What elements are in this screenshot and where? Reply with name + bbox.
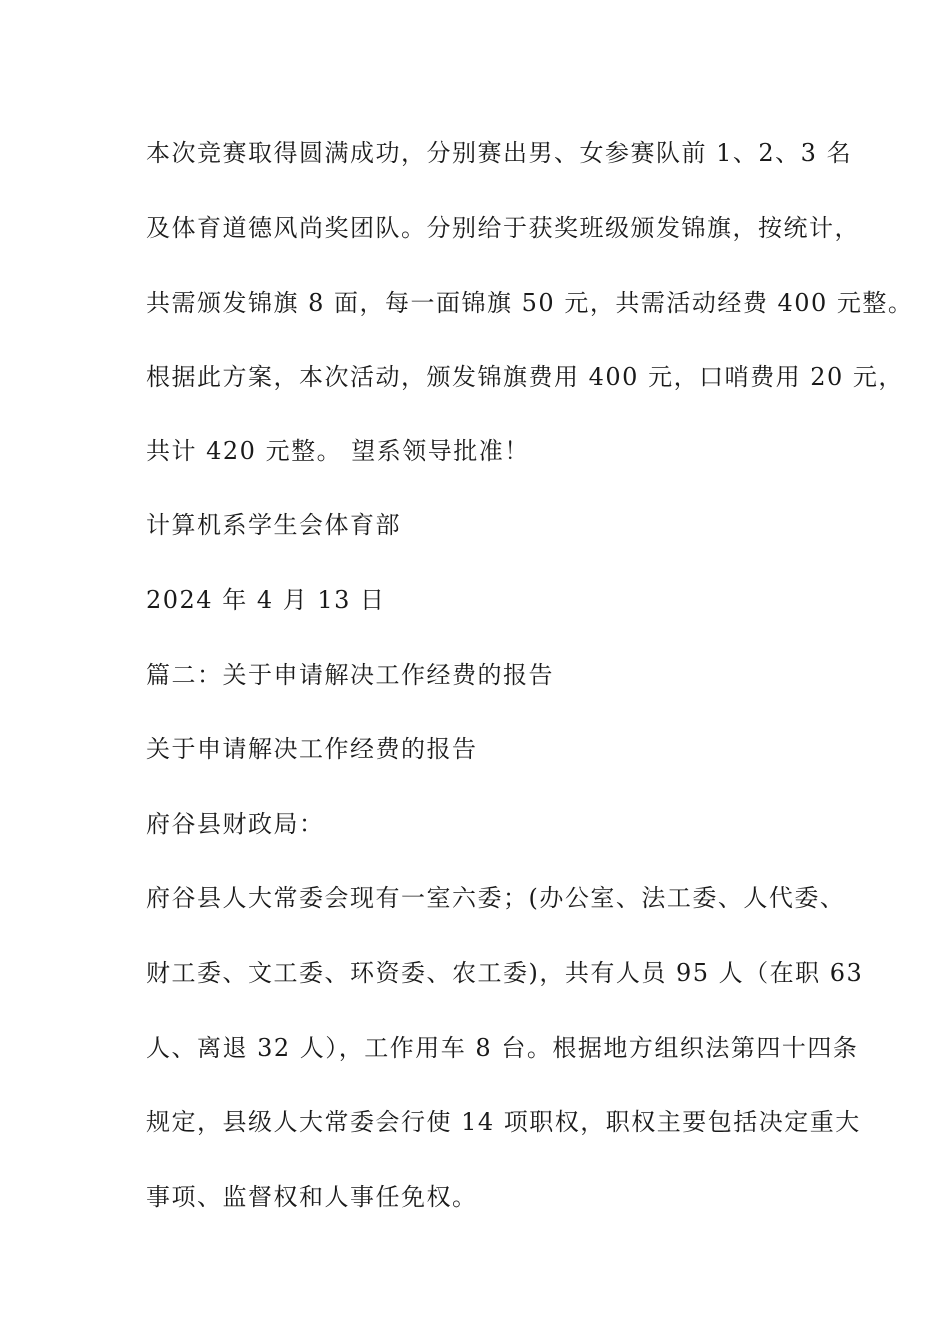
text-line-14: 规定，县级人大常委会行使 14 项职权，职权主要包括决定重大: [146, 1108, 861, 1136]
text-line-12: 财工委、文工委、环资委、农工委)，共有人员 95 人（在职 63: [146, 959, 864, 987]
addressee: 府谷县财政局：: [146, 810, 325, 838]
text-line-3: 共需颁发锦旗 8 面，每一面锦旗 50 元，共需活动经费 400 元整。: [146, 289, 914, 317]
department-signature: 计算机系学生会体育部: [146, 511, 401, 539]
document-date: 2024 年 4 月 13 日: [146, 586, 386, 614]
text-line-11: 府谷县人大常委会现有一室六委；(办公室、法工委、人代委、: [146, 884, 846, 912]
report-title: 关于申请解决工作经费的报告: [146, 735, 478, 763]
text-line-13: 人、离退 32 人），工作用车 8 台。根据地方组织法第四十四条: [146, 1034, 859, 1062]
text-line-2: 及体育道德风尚奖团队。分别给于获奖班级颁发锦旗，按统计，: [146, 214, 860, 242]
section-heading: 篇二：关于申请解决工作经费的报告: [146, 661, 554, 689]
text-line-1: 本次竞赛取得圆满成功，分别赛出男、女参赛队前 1、2、3 名: [146, 139, 853, 167]
text-line-15: 事项、监督权和人事任免权。: [146, 1183, 478, 1211]
text-line-5: 共计 420 元整。 望系领导批准！: [146, 437, 530, 465]
text-line-4: 根据此方案，本次活动，颁发锦旗费用 400 元，口哨费用 20 元，: [146, 363, 904, 391]
